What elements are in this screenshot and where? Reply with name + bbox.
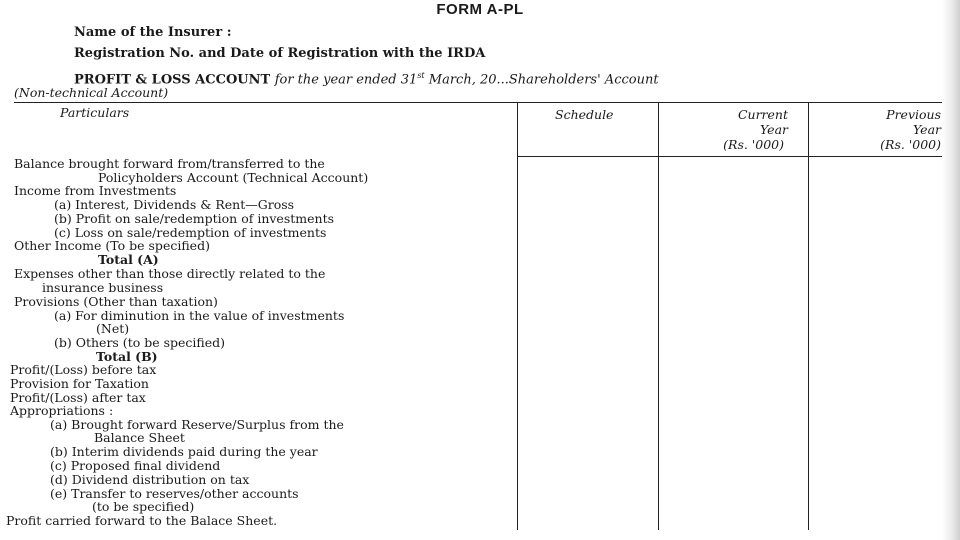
row-income-investments: Income from Investments <box>14 183 177 198</box>
current-year-header-2: Year <box>760 122 788 137</box>
row-provision-taxation: Provision for Taxation <box>10 376 149 391</box>
row-other-income: Other Income (To be specified) <box>14 238 210 253</box>
row-total-b: Total (B) <box>96 349 158 364</box>
table-top-rule <box>14 102 942 103</box>
previous-year-header-1: Previous <box>886 107 941 122</box>
row-loss-sale: (c) Loss on sale/redemption of investments <box>54 225 327 240</box>
col-divider-1 <box>517 102 518 530</box>
row-balance-sheet: Balance Sheet <box>94 430 185 445</box>
row-proposed-dividend: (c) Proposed final dividend <box>50 458 221 473</box>
pl-superscript: st <box>417 71 425 80</box>
row-interim-dividends: (b) Interim dividends paid during the year <box>50 444 318 459</box>
insurer-name-line: Name of the Insurer : <box>74 25 232 40</box>
current-year-header-1: Current <box>737 107 788 122</box>
row-interest-dividends: (a) Interest, Dividends & Rent—Gross <box>54 197 295 212</box>
non-technical-label: (Non-technical Account) <box>14 85 169 100</box>
row-provisions: Provisions (Other than taxation) <box>14 294 218 309</box>
row-diminution: (a) For diminution in the value of investments <box>54 308 345 323</box>
row-policyholders-account: Policyholders Account (Technical Account) <box>98 170 369 185</box>
row-others: (b) Others (to be specified) <box>54 335 226 350</box>
pl-subtitle: for the year ended 31 <box>274 72 418 88</box>
registration-line: Registration No. and Date of Registration with the IRDA <box>74 46 486 61</box>
row-profit-after-tax: Profit/(Loss) after tax <box>10 390 146 405</box>
page-edge-shadow <box>942 0 960 540</box>
row-expenses: Expenses other than those directly related to the <box>14 266 326 281</box>
row-profit-carried-forward: Profit carried forward to the Balace Sheet. <box>6 513 278 528</box>
col-divider-2 <box>658 102 659 530</box>
pl-subtitle-rest: March, 20...Shareholders' Account <box>424 72 659 88</box>
row-insurance-business: insurance business <box>42 280 164 295</box>
schedule-header: Schedule <box>555 107 614 122</box>
row-transfer-reserves: (e) Transfer to reserves/other accounts <box>50 486 299 501</box>
row-dividend-distribution: (d) Dividend distribution on tax <box>50 472 250 487</box>
row-net: (Net) <box>96 321 130 336</box>
pl-title: PROFIT & LOSS ACCOUNT <box>74 72 271 88</box>
col-divider-3 <box>808 102 809 530</box>
particulars-header: Particulars <box>60 105 130 120</box>
previous-year-header-2: Year <box>913 122 941 137</box>
previous-year-header-3: (Rs. '000) <box>880 137 941 152</box>
header-bottom-rule <box>517 156 942 157</box>
row-total-a: Total (A) <box>98 252 159 267</box>
row-profit-sale: (b) Profit on sale/redemption of investments <box>54 211 335 226</box>
row-balance-forward: Balance brought forward from/transferred to the <box>14 156 325 171</box>
row-to-be-specified: (to be specified) <box>92 499 195 514</box>
row-appropriations: Appropriations : <box>10 403 114 418</box>
row-profit-before-tax: Profit/(Loss) before tax <box>10 362 157 377</box>
current-year-header-3: (Rs. '000) <box>723 137 784 152</box>
row-brought-forward-reserve: (a) Brought forward Reserve/Surplus from the <box>50 417 344 432</box>
form-title: FORM A-PL <box>436 1 524 18</box>
